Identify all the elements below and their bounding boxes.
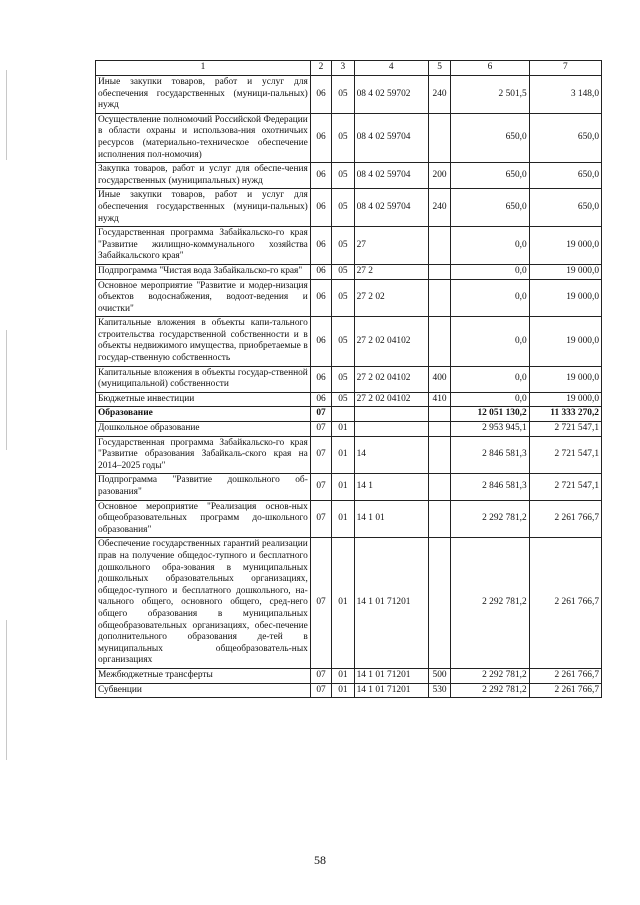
table-row: [96, 407, 602, 422]
subsection-code-cell: 05: [332, 279, 354, 317]
section-code-cell: 06: [310, 366, 331, 392]
scan-margin-mark: [6, 620, 7, 760]
table-row: [96, 113, 602, 162]
subsection-code-cell: 05: [332, 227, 354, 265]
section-code-cell: 06: [310, 279, 331, 317]
amount-year1-cell: 2 292 781,2: [451, 683, 529, 698]
expense-type-cell: 410: [428, 392, 450, 407]
amount-year2-cell: 2 721 547,1: [529, 422, 601, 437]
target-article-cell: 14 1 01 71201: [354, 538, 428, 669]
target-article-cell: [354, 422, 428, 437]
expense-type-cell: 240: [428, 189, 450, 227]
amount-year1-cell: 2 501,5: [451, 76, 529, 114]
column-header: 2: [310, 61, 331, 76]
row-name-cell: Государственная программа Забайкальско-го края "Развитие жилищно-коммунального хозяйства Забайкальского края": [96, 227, 311, 265]
expense-type-cell: [428, 422, 450, 437]
row-name-cell: Межбюджетные трансферты: [96, 668, 311, 683]
table-row: [96, 366, 602, 392]
section-code-cell: 07: [310, 436, 331, 474]
target-article-cell: 08 4 02 59704: [354, 113, 428, 162]
expense-type-cell: [428, 500, 450, 538]
row-name-cell: Закупка товаров, работ и услуг для обеспе-чения государственных (муниципальных) нужд: [96, 163, 311, 189]
expense-type-cell: 200: [428, 163, 450, 189]
subsection-code-cell: 01: [332, 500, 354, 538]
amount-year2-cell: 2 261 766,7: [529, 500, 601, 538]
target-article-cell: 08 4 02 59704: [354, 163, 428, 189]
amount-year1-cell: 2 292 781,2: [451, 668, 529, 683]
subsection-code-cell: 05: [332, 366, 354, 392]
target-article-cell: 27 2 02: [354, 279, 428, 317]
amount-year2-cell: 19 000,0: [529, 317, 601, 366]
table-row: [96, 279, 602, 317]
amount-year2-cell: 2 721 547,1: [529, 474, 601, 500]
amount-year2-cell: 650,0: [529, 163, 601, 189]
target-article-cell: 27: [354, 227, 428, 265]
subsection-code-cell: 01: [332, 436, 354, 474]
table-row: [96, 538, 602, 669]
row-name-cell: Иные закупки товаров, работ и услуг для обеспечения государственных (муници-пальных) нужд: [96, 189, 311, 227]
expense-type-cell: [428, 474, 450, 500]
amount-year1-cell: 0,0: [451, 279, 529, 317]
budget-table: [95, 60, 602, 698]
amount-year2-cell: 3 148,0: [529, 76, 601, 114]
target-article-cell: 14 1: [354, 474, 428, 500]
target-article-cell: 27 2 02 04102: [354, 317, 428, 366]
section-code-cell: 07: [310, 683, 331, 698]
subsection-code-cell: 05: [332, 317, 354, 366]
column-header: 7: [529, 61, 601, 76]
table-row: [96, 474, 602, 500]
subsection-code-cell: 01: [332, 538, 354, 669]
row-name-cell: Субвенции: [96, 683, 311, 698]
section-code-cell: 07: [310, 407, 331, 422]
section-code-cell: 06: [310, 317, 331, 366]
target-article-cell: 27 2 02 04102: [354, 366, 428, 392]
expense-type-cell: [428, 317, 450, 366]
row-name-cell: Подпрограмма "Развитие дошкольного об-разования": [96, 474, 311, 500]
section-code-cell: 06: [310, 264, 331, 279]
section-code-cell: 06: [310, 163, 331, 189]
section-code-cell: 06: [310, 189, 331, 227]
amount-year2-cell: 19 000,0: [529, 279, 601, 317]
expense-type-cell: [428, 279, 450, 317]
subsection-code-cell: [332, 407, 354, 422]
row-name-cell: Основное мероприятие "Реализация основ-ных общеобразовательных программ до-школьного образования": [96, 500, 311, 538]
target-article-cell: 14 1 01 71201: [354, 668, 428, 683]
target-article-cell: [354, 407, 428, 422]
amount-year2-cell: 19 000,0: [529, 264, 601, 279]
scan-margin-mark: [6, 330, 7, 450]
amount-year1-cell: 2 292 781,2: [451, 500, 529, 538]
amount-year1-cell: 650,0: [451, 113, 529, 162]
column-header: 5: [428, 61, 450, 76]
section-code-cell: 06: [310, 113, 331, 162]
section-code-cell: 07: [310, 668, 331, 683]
target-article-cell: 14: [354, 436, 428, 474]
expense-type-cell: 530: [428, 683, 450, 698]
table-row: [96, 683, 602, 698]
amount-year2-cell: 2 721 547,1: [529, 436, 601, 474]
amount-year2-cell: 11 333 270,2: [529, 407, 601, 422]
row-name-cell: Подпрограмма "Чистая вода Забайкальско-го края": [96, 264, 311, 279]
expense-type-cell: 500: [428, 668, 450, 683]
expense-type-cell: [428, 227, 450, 265]
target-article-cell: 27 2: [354, 264, 428, 279]
expense-type-cell: [428, 264, 450, 279]
row-name-cell: Обеспечение государственных гарантий реализации прав на получение общедос-тупного и бесплатного дошкольного обра-зования в муниципальных дошкольных образовательных организациях, общедос-тупного и бесплатного дошкольного, на-чального общего, основного общего, сред-него общего образования в муниципальных общеобразовательных организациях, обес-печение дополнительного образования де-тей в муниципальных общеобразователь-ных организациях: [96, 538, 311, 669]
amount-year1-cell: 2 953 945,1: [451, 422, 529, 437]
amount-year1-cell: 650,0: [451, 163, 529, 189]
section-code-cell: 07: [310, 500, 331, 538]
amount-year2-cell: 19 000,0: [529, 392, 601, 407]
amount-year1-cell: 0,0: [451, 317, 529, 366]
target-article-cell: 27 2 02 04102: [354, 392, 428, 407]
expense-type-cell: 240: [428, 76, 450, 114]
section-code-cell: 06: [310, 227, 331, 265]
subsection-code-cell: 01: [332, 474, 354, 500]
section-code-cell: 06: [310, 76, 331, 114]
amount-year2-cell: 2 261 766,7: [529, 683, 601, 698]
amount-year2-cell: 19 000,0: [529, 227, 601, 265]
amount-year2-cell: 2 261 766,7: [529, 668, 601, 683]
table-row: [96, 264, 602, 279]
table-row: [96, 76, 602, 114]
table-row: [96, 436, 602, 474]
subsection-code-cell: 05: [332, 189, 354, 227]
amount-year1-cell: 2 846 581,3: [451, 474, 529, 500]
section-code-cell: 07: [310, 422, 331, 437]
row-name-cell: Бюджетные инвестиции: [96, 392, 311, 407]
column-header: 1: [96, 61, 311, 76]
table-row: [96, 163, 602, 189]
target-article-cell: 08 4 02 59702: [354, 76, 428, 114]
row-name-cell: Основное мероприятие "Развитие и модер-низация объектов водоснабжения, водоот-ведения и очистки": [96, 279, 311, 317]
section-code-cell: 06: [310, 392, 331, 407]
row-name-cell: Образование: [96, 407, 311, 422]
expense-type-cell: [428, 407, 450, 422]
expense-type-cell: [428, 113, 450, 162]
amount-year2-cell: 650,0: [529, 113, 601, 162]
expense-type-cell: [428, 538, 450, 669]
row-name-cell: Осуществление полномочий Российской Федерации в области охраны и использова-ния охотничьих ресурсов (материально-техническое обеспечение исполнения пол-номочия): [96, 113, 311, 162]
row-name-cell: Государственная программа Забайкальско-го края "Развитие образования Забайкаль-ского края на 2014–2025 годы": [96, 436, 311, 474]
table-row: [96, 392, 602, 407]
subsection-code-cell: 05: [332, 163, 354, 189]
subsection-code-cell: 01: [332, 668, 354, 683]
amount-year2-cell: 19 000,0: [529, 366, 601, 392]
amount-year1-cell: 0,0: [451, 366, 529, 392]
table-row: [96, 422, 602, 437]
table-header-row: [96, 61, 602, 76]
subsection-code-cell: 01: [332, 422, 354, 437]
amount-year1-cell: 2 292 781,2: [451, 538, 529, 669]
section-code-cell: 07: [310, 474, 331, 500]
row-name-cell: Иные закупки товаров, работ и услуг для обеспечения государственных (муници-пальных) нужд: [96, 76, 311, 114]
amount-year1-cell: 0,0: [451, 264, 529, 279]
expense-type-cell: [428, 436, 450, 474]
subsection-code-cell: 05: [332, 113, 354, 162]
target-article-cell: 14 1 01 71201: [354, 683, 428, 698]
expense-type-cell: 400: [428, 366, 450, 392]
section-code-cell: 07: [310, 538, 331, 669]
subsection-code-cell: 01: [332, 683, 354, 698]
subsection-code-cell: 05: [332, 392, 354, 407]
row-name-cell: Капитальные вложения в объекты государ-ственной (муниципальной) собственности: [96, 366, 311, 392]
amount-year1-cell: 650,0: [451, 189, 529, 227]
subsection-code-cell: 05: [332, 76, 354, 114]
table-row: [96, 189, 602, 227]
amount-year1-cell: 2 846 581,3: [451, 436, 529, 474]
target-article-cell: 14 1 01: [354, 500, 428, 538]
target-article-cell: 08 4 02 59704: [354, 189, 428, 227]
table-row: [96, 317, 602, 366]
amount-year1-cell: 0,0: [451, 227, 529, 265]
scan-margin-mark: [6, 70, 7, 160]
column-header: 4: [354, 61, 428, 76]
table-row: [96, 227, 602, 265]
amount-year1-cell: 12 051 130,2: [451, 407, 529, 422]
amount-year1-cell: 0,0: [451, 392, 529, 407]
row-name-cell: Капитальные вложения в объекты капи-тального строительства государственной собственности и в объекты недвижимого имущества, приобретаемые в государ-ственную собственность: [96, 317, 311, 366]
amount-year2-cell: 2 261 766,7: [529, 538, 601, 669]
column-header: 3: [332, 61, 354, 76]
column-header: 6: [451, 61, 529, 76]
table-row: [96, 668, 602, 683]
row-name-cell: Дошкольное образование: [96, 422, 311, 437]
table-row: [96, 500, 602, 538]
subsection-code-cell: 05: [332, 264, 354, 279]
amount-year2-cell: 650,0: [529, 189, 601, 227]
page-number: 58: [314, 853, 326, 867]
